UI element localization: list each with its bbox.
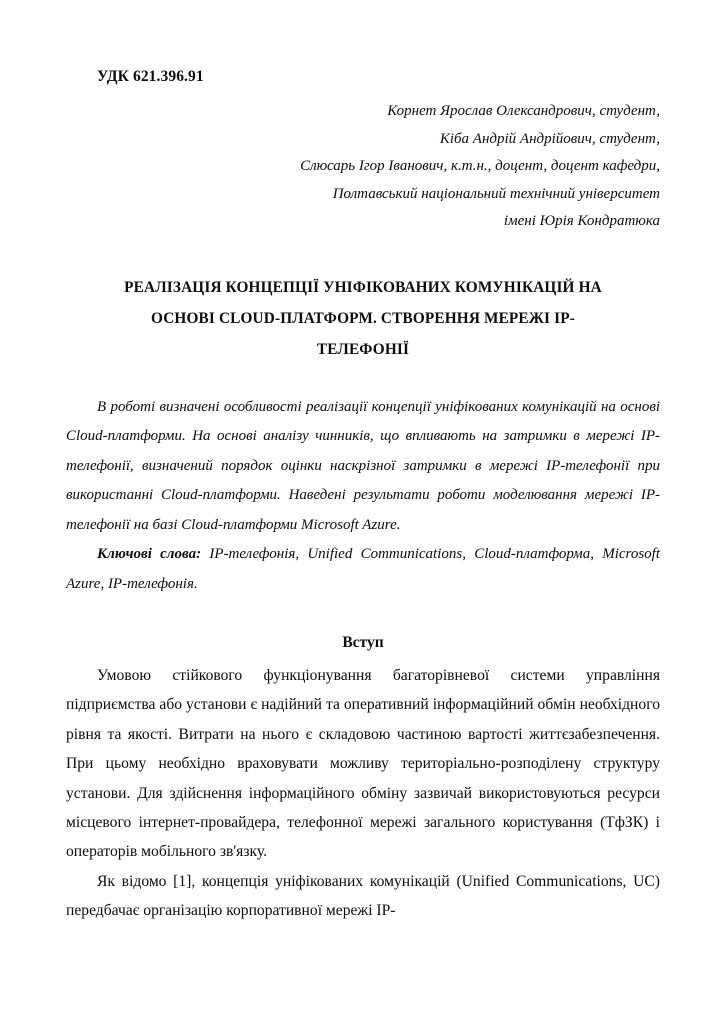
author-line-2: Кіба Андрій Андрійович, студент, <box>439 130 660 147</box>
keywords-line <box>66 540 660 599</box>
body-paragraph-2: Як відомо [1], концепція уніфікованих комунікацій (Unified Communications, UC) передбачає організацію корпоративної мережі IP- <box>66 872 660 920</box>
udc-code: УДК 621.396.91 <box>97 68 204 85</box>
abstract-text: В роботі визначені особливості реалізації концепції уніфікованих комунікацій на основі Cloud-платформи. На основі аналізу чинників, що впливають на затримки в мережі IP-телефонії, визначений порядок оцінки наскрізної затримки в мережі IP-телефонії при використанні Cloud-платформи. Наведені результати роботи моделювання мережі IP-телефонії на базі Cloud-платформи Microsoft Azure. <box>66 398 660 533</box>
author-line-1: Корнет Ярослав Олександрович, студент, <box>387 103 660 119</box>
section-heading-intro: Вступ <box>342 634 384 651</box>
udc-row <box>66 0 660 86</box>
body-paragraph-1: Умовою стійкового функціонування багаторівневої системи управління підприємства або установи є надійний та оперативний інформаційний обмін необхідного рівня та якості. Витрати на нього є складовою частиною вартості життєзабезпечення. При цьому необхідно враховувати можливу територіально-розподілену структуру установи. Для здійснення інформаційного обміну зазвичай використовуються ресурси місцевого інтернет-провайдера, телефонної мережі загального користування (ТфЗК) і операторів мобільного зв'язку. <box>66 667 660 861</box>
affiliation-line-1: Полтавський національний технічний університет <box>332 185 660 202</box>
title-line-3: ТЕЛЕФОНІЇ <box>316 340 410 358</box>
paper-title <box>66 272 660 365</box>
keywords-values: IP-телефонія, Unified Communications, Cloud-платформа, Microsoft Azure, IP-телефонія. <box>66 546 661 592</box>
title-line-2: ОСНОВІ CLOUD-ПЛАТФОРМ. СТВОРЕННЯ МЕРЕЖІ IP- <box>151 309 575 327</box>
author-block <box>66 98 660 236</box>
keywords-label: Ключові слова: <box>97 546 202 562</box>
page-content <box>66 0 660 926</box>
author-line-3: Слюсарь Ігор Іванович, к.т.н., доцент, доцент кафедри, <box>300 158 660 174</box>
title-line-1: РЕАЛІЗАЦІЯ КОНЦЕПЦІЇ УНІФІКОВАНИХ КОМУНІКАЦІЙ НА <box>124 278 602 296</box>
affiliation-line-2: імені Юрія Кондратюка <box>503 213 660 229</box>
